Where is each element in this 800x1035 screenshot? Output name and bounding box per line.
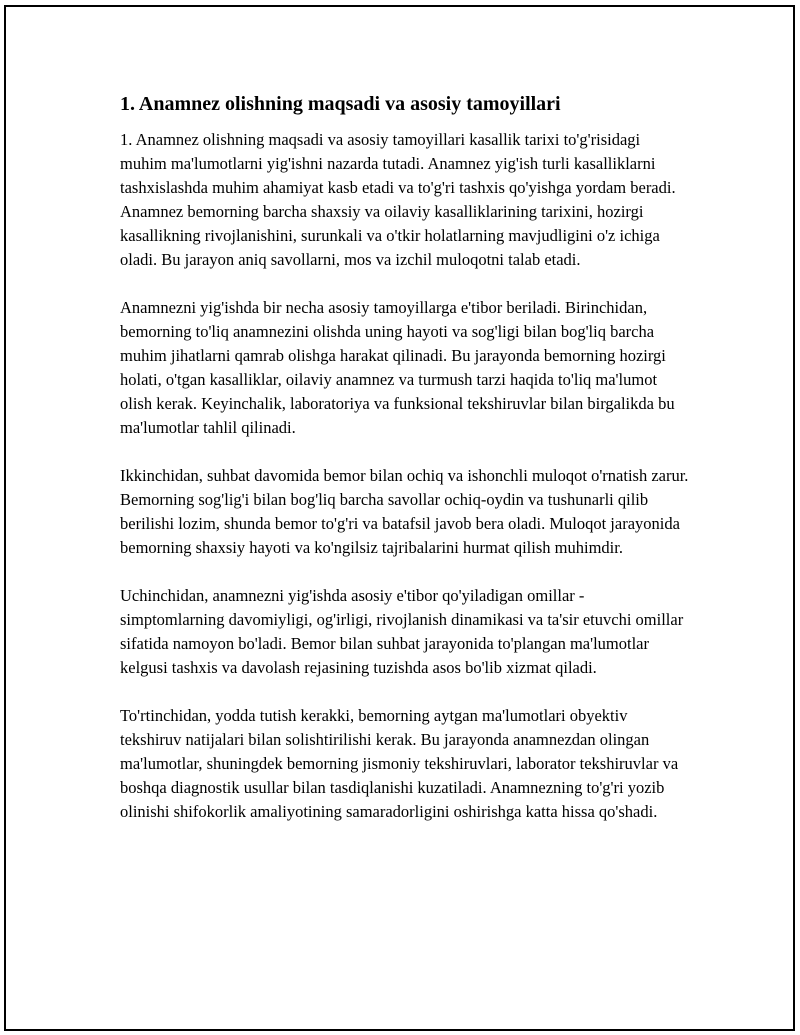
- document-body: [120, 89, 690, 824]
- document-title: 1. Anamnez olishning maqsadi va asosiy tamoyillari: [120, 93, 561, 115]
- paragraph-2: Anamnezni yig'ishda bir necha asosiy tamoyillarga e'tibor beriladi. Birinchidan, bemorning to'liq anamnezini olishda uning hayoti va sog'ligi bilan bog'liq barcha muhim jihatlarni qamrab olishga harakat qilinadi. Bu jarayonda bemorning hozirgi holati, o'tgan kasalliklar, oilaviy anamnez va turmush tarzi haqida to'liq ma'lumot olish kerak. Keyinchalik, laboratoriya va funksional tekshiruvlar bilan birgalikda bu ma'lumotlar tahlil qilinadi.: [120, 298, 675, 437]
- paragraph-3: Ikkinchidan, suhbat davomida bemor bilan ochiq va ishonchli muloqot o'rnatish zarur. Bemorning sog'lig'i bilan bog'liq barcha savollar ochiq-oydin va tushunarli qilib berilishi lozim, shunda bemor to'g'ri va batafsil javob bera oladi. Muloqot jarayonida bemorning shaxsiy hayoti va ko'ngilsiz tajribalarini hurmat qilish muhimdir.: [120, 466, 689, 557]
- paragraph-1: 1. Anamnez olishning maqsadi va asosiy tamoyillari kasallik tarixi to'g'risidagi muhim ma'lumotlarni yig'ishni nazarda tutadi. Anamnez yig'ish turli kasalliklarni tashxislashda muhim ahamiyat kasb etadi va to'g'ri tashxis qo'yishga yordam beradi. Anamnez bemorning barcha shaxsiy va oilaviy kasalliklarining tarixini, hozirgi kasallikning rivojlanishini, surunkali va o'tkir holatlarning mavjudligini o'z ichiga oladi. Bu jarayon aniq savollarni, mos va izchil muloqotni talab etadi.: [120, 130, 676, 269]
- document-page: [4, 5, 795, 1031]
- paragraph-4: Uchinchidan, anamnezni yig'ishda asosiy e'tibor qo'yiladigan omillar - simptomlarning davomiyligi, og'irligi, rivojlanish dinamikasi va ta'sir etuvchi omillar sifatida namoyon bo'ladi. Bemor bilan suhbat jarayonida to'plangan ma'lumotlar kelgusi tashxis va davolash rejasining tuzishda asos bo'lib xizmat qiladi.: [120, 586, 684, 677]
- paragraph-5: To'rtinchidan, yodda tutish kerakki, bemorning aytgan ma'lumotlari obyektiv tekshiruv natijalari bilan solishtirilishi kerak. Bu jarayonda anamnezdan olingan ma'lumotlar, shuningdek bemorning jismoniy tekshiruvlari, laborator tekshiruvlar va boshqa diagnostik usullar bilan tasdiqlanishi kuzatiladi. Anamnezning to'g'ri yozib olinishi shifokorlik amaliyotining samaradorligini oshirishga katta hissa qo'shadi.: [120, 706, 679, 821]
